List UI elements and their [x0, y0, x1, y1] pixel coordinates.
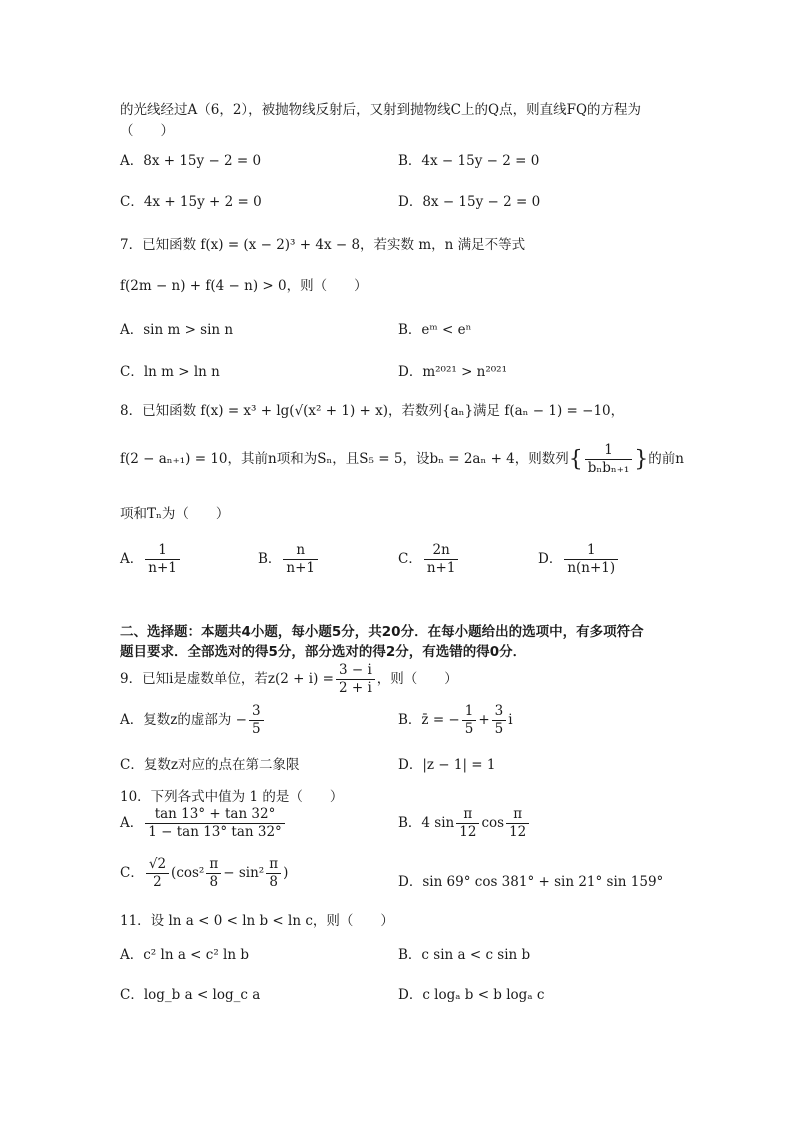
q9-stem: [120, 662, 676, 697]
q8-d-num: 1: [564, 542, 618, 560]
q10-b-cos: cos: [481, 815, 505, 831]
q10-stem: 10．下列各式中值为 1 的是（ ）: [120, 789, 344, 805]
q8-d-den: n(n+1): [567, 560, 616, 576]
q11-option-d: D．c logₐ b < b logₐ c: [398, 987, 545, 1003]
q8-option-a-label: A．: [120, 551, 144, 567]
q10-option-a: [120, 806, 287, 841]
q10-option-c: [120, 856, 288, 891]
q10-a-den: 1 − tan 13° tan 32°: [148, 824, 282, 840]
q11-stem: 11．设 ln a < 0 < ln b < ln c，则（ ）: [120, 913, 394, 929]
q8-seq-fraction: [585, 442, 633, 477]
q8-stem-2: f(2 − aₙ₊₁) = 10，其前n项和为Sₙ，且S₅ = 5，设bₙ = 2aₙ + 4，则数列{ $\frac{1}{\text{bₙbₙ₊₁}}$ }的前n: [120, 442, 684, 476]
q9-b-tail: i: [508, 712, 513, 728]
q6-option-c: C．4x + 15y + 2 = 0: [120, 194, 262, 210]
q8-seq-num: 1: [585, 442, 633, 460]
q6-paren: （ ）: [120, 123, 174, 139]
q6-option-b: B．4x − 15y − 2 = 0: [398, 153, 540, 169]
q10-b-den1: 12: [459, 824, 477, 840]
q8-b-den: n+1: [286, 560, 316, 576]
q8-a-num: 1: [145, 542, 180, 560]
q7-option-c: C．ln m > ln n: [120, 364, 220, 380]
q7-stem-2: f(2m − n) + f(4 − n) > 0，则（ ）: [120, 278, 368, 294]
q8-option-c: [398, 542, 460, 577]
q10-c-den: 2: [153, 874, 162, 890]
q8-stem-2-tail: 的前n: [648, 451, 684, 467]
q9-fraction: [336, 662, 375, 697]
q6-option-d: D．8x − 15y − 2 = 0: [398, 194, 541, 210]
q6-intro: 的光线经过A（6，2），被抛物线反射后，又射到抛物线C上的Q点，则直线FQ的方程为: [120, 102, 642, 118]
q9-num: 3 − i: [336, 662, 375, 680]
q11-option-c: C．log_b a < log_c a: [120, 987, 261, 1003]
q9-option-c: C．复数z对应的点在第二象限: [120, 757, 300, 773]
q10-c-pden1: 8: [209, 874, 219, 890]
section-2-heading-1: 二、选择题：本题共4小题，每小题5分，共20分．在每小题给出的选项中，有多项符合: [120, 624, 644, 640]
q7-stem-1: 7．已知函数 f(x) = (x − 2)³ + 4x − 8，若实数 m，n 满足不等式: [120, 237, 526, 253]
q10-c-mid: − sin²: [223, 865, 265, 881]
q10-a-label: A．: [120, 815, 144, 831]
q10-b-num1: π: [456, 806, 479, 824]
q10-c-num: √2: [146, 856, 169, 874]
q9-b-num2: 3: [492, 703, 507, 721]
q9-b-plus: +: [478, 712, 490, 728]
q8-stem-3: 项和Tₙ为（ ）: [120, 506, 230, 522]
q10-c-pden2: 8: [269, 874, 278, 890]
q9-option-b: [398, 703, 513, 738]
q11-option-a: A．c² ln a < c² ln b: [120, 947, 249, 963]
section-2-heading-2: 题目要求．全部选对的得5分，部分选对的得2分，有选错的得0分．: [120, 644, 527, 660]
q10-b-den2: 12: [509, 824, 527, 840]
q8-option-a: [120, 542, 182, 577]
q8-b-num: n: [283, 542, 318, 560]
q9-den: 2 + i: [338, 680, 372, 696]
q10-c-open: (cos²: [171, 865, 205, 881]
q8-c-num: 2n: [424, 542, 459, 560]
q8-a-den: n+1: [148, 560, 177, 576]
q8-stem-2-text: f(2 − aₙ₊₁) = 10，其前n项和为Sₙ，且S₅ = 5，设bₙ = 2aₙ + 4，则数列: [120, 451, 569, 467]
q8-c-den: n+1: [426, 560, 456, 576]
q10-c-label: C．: [120, 865, 144, 881]
q9-a-text: A．复数z的虚部为 −: [120, 712, 247, 728]
q10-a-num: tan 13° + tan 32°: [145, 806, 285, 824]
q9-stem-text: 9．已知i是虚数单位，若z(2 + i) =: [120, 671, 334, 687]
q8-stem-1: 8．已知函数 f(x) = x³ + lg(√(x² + 1) + x)，若数列{aₙ}满足 f(aₙ − 1) = −10，: [120, 403, 625, 419]
q8-option-b-label: B．: [258, 551, 282, 567]
q7-option-d: D．m²⁰²¹ > n²⁰²¹: [398, 364, 508, 380]
q8-option-b: [258, 542, 320, 577]
q9-b-den2: 5: [494, 721, 504, 737]
q10-option-b: [398, 806, 531, 841]
q10-b-num2: π: [506, 806, 529, 824]
q7-option-a: A．sin m > sin n: [120, 322, 234, 338]
q7-option-b: B．eᵐ < eⁿ: [398, 322, 472, 338]
q11-option-b: B．c sin a < c sin b: [398, 947, 531, 963]
q9-b-text: B．z̄ = −: [398, 712, 460, 728]
q9-option-d: D．|z − 1| = 1: [398, 757, 496, 773]
q9-option-a: [120, 703, 266, 738]
q10-option-d: D．sin 69° cos 381° + sin 21° sin 159°: [398, 874, 664, 890]
q9-b-den1: 5: [464, 721, 474, 737]
q10-c-pnum1: π: [206, 856, 221, 874]
q9-a-num: 3: [249, 703, 264, 721]
q6-option-a: A．8x + 15y − 2 = 0: [120, 153, 262, 169]
q8-option-d: [538, 542, 620, 577]
q10-b-label: B．4 sin: [398, 815, 455, 831]
q10-c-close: ): [283, 865, 289, 881]
q10-c-pnum2: π: [266, 856, 281, 874]
q9-a-den: 5: [251, 721, 261, 737]
q9-b-num1: 1: [462, 703, 477, 721]
q8-option-d-label: D．: [538, 551, 563, 567]
q9-stem-tail: ，则（ ）: [376, 671, 458, 687]
q8-option-c-label: C．: [398, 551, 422, 567]
q8-seq-den: bₙbₙ₊₁: [587, 460, 630, 476]
